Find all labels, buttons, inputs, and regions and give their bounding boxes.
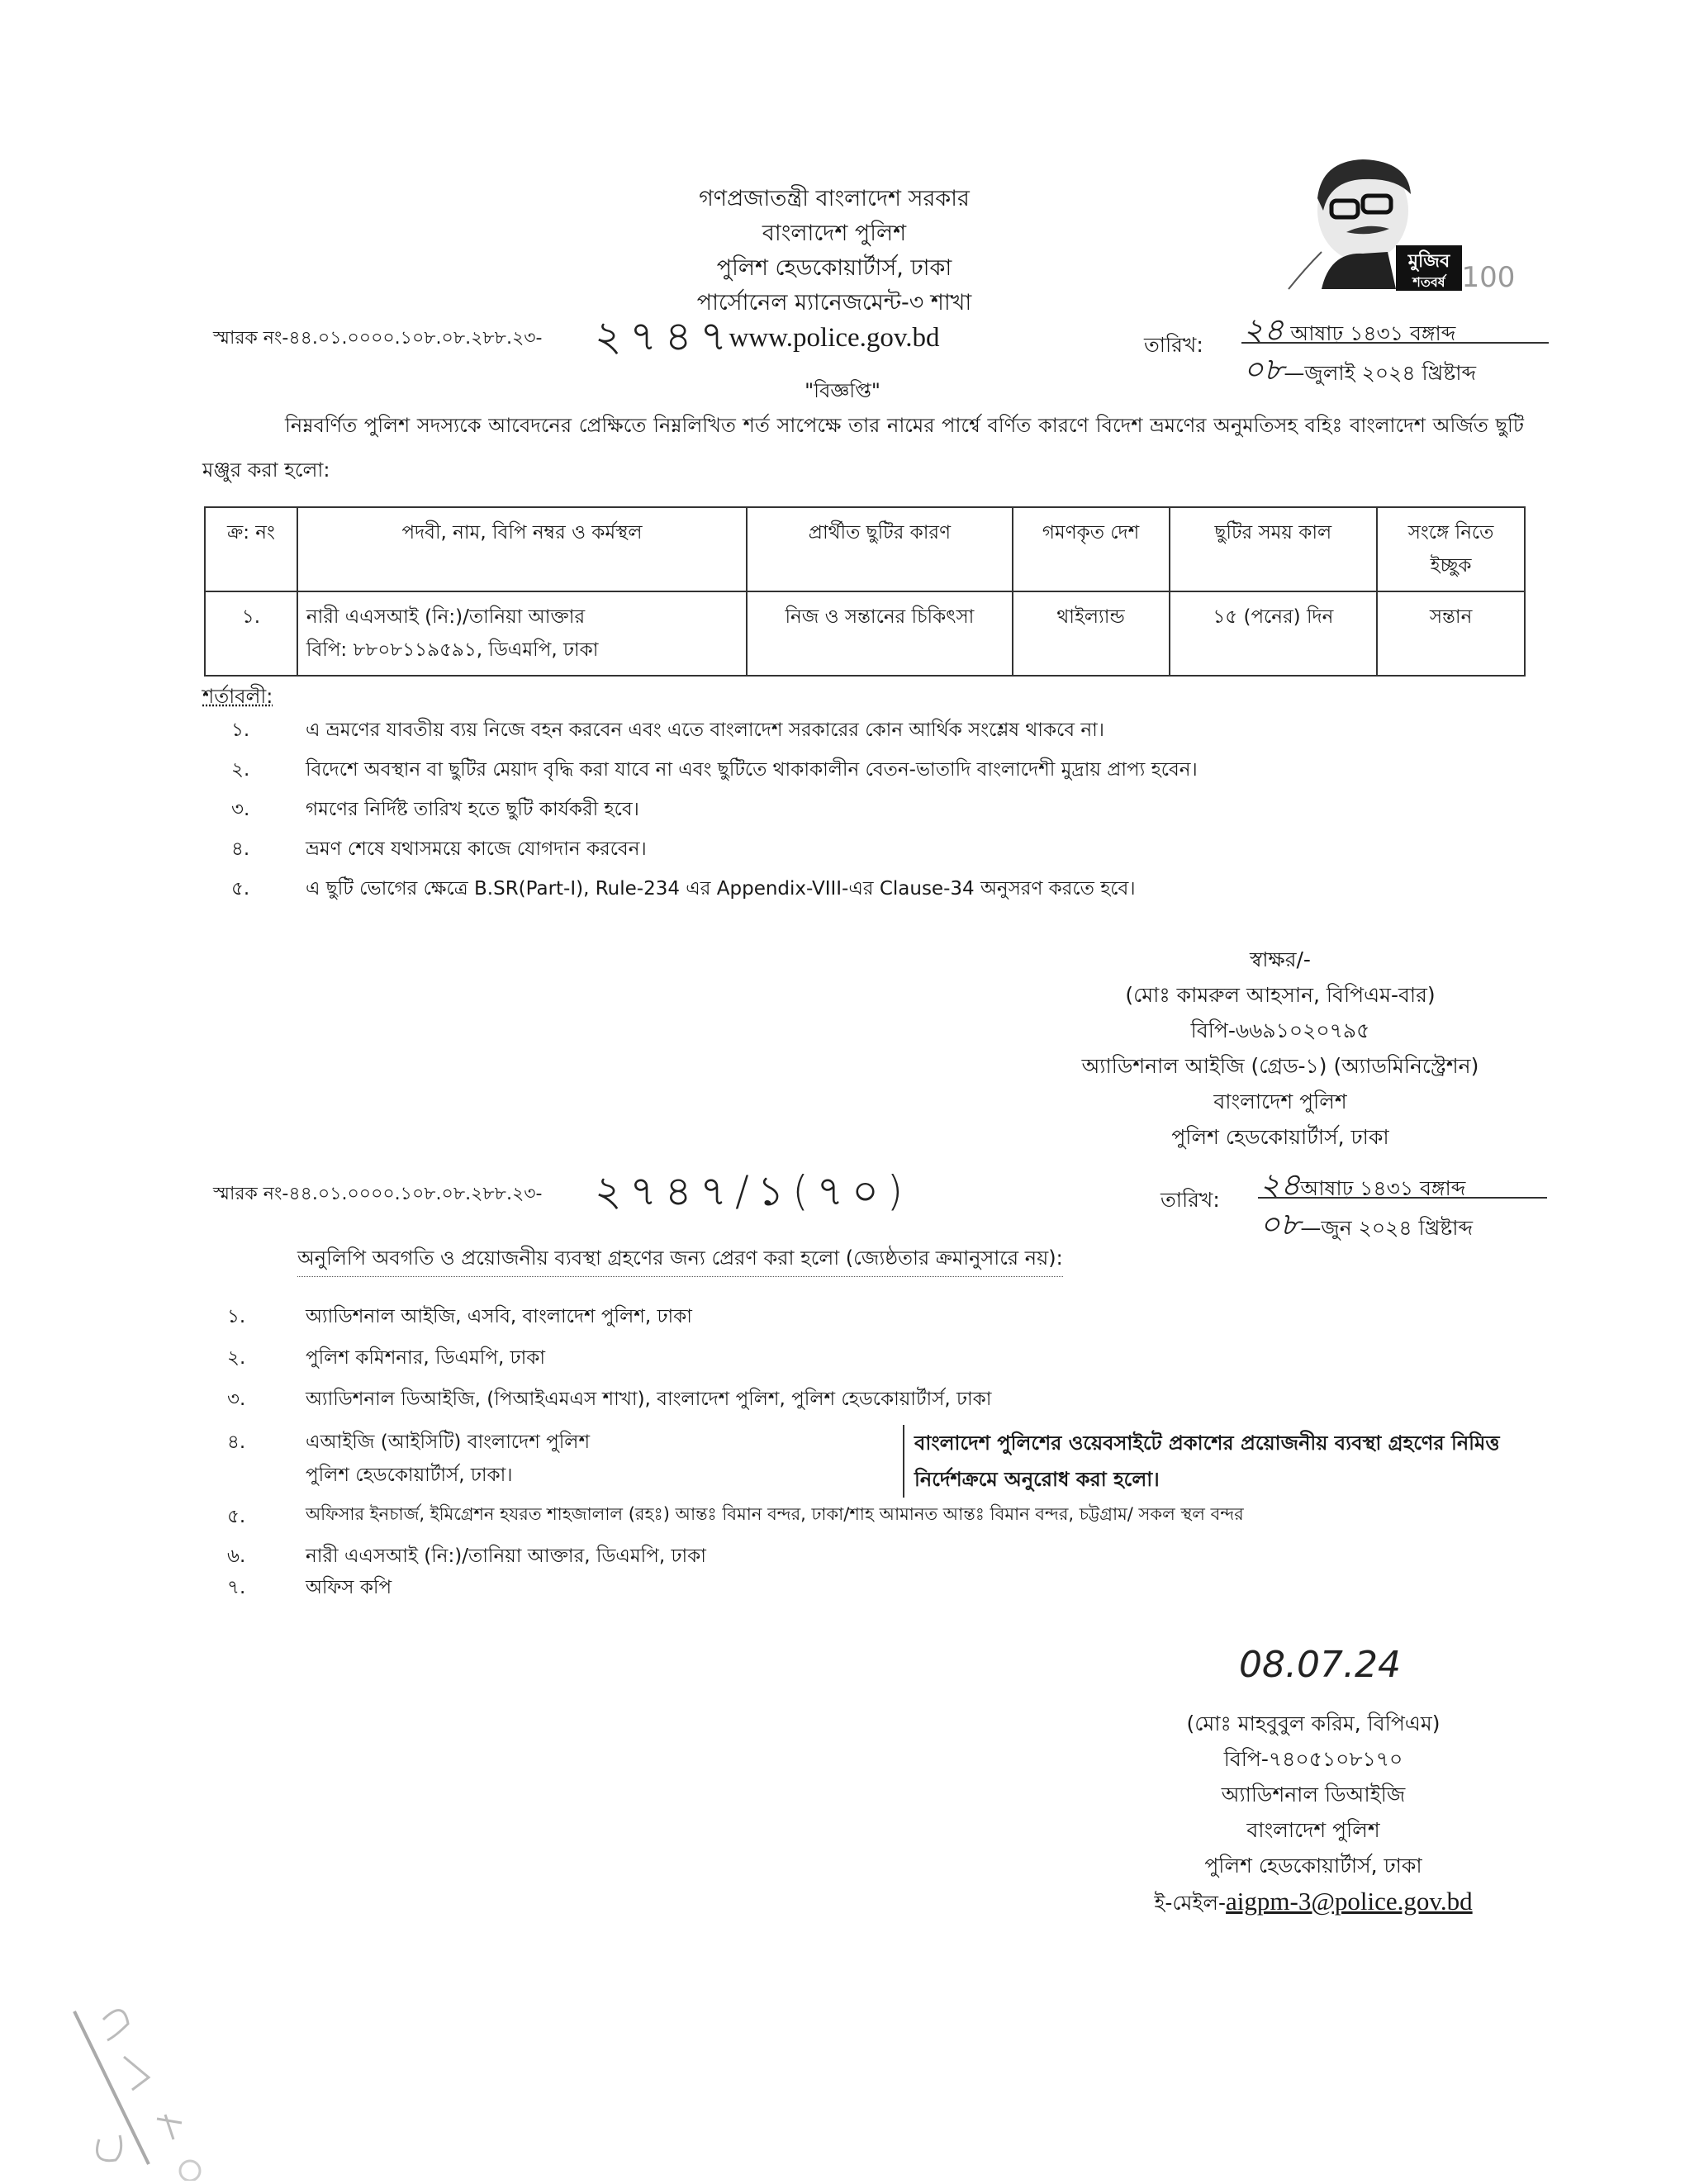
memo-handwritten-number-2: ২৭৪৭/১(৭০) xyxy=(595,1167,912,1215)
cell-serial: ১. xyxy=(205,591,297,676)
conditions-list: ১. এ ভ্রমণের যাবতীয় ব্যয় নিজে বহন করবেন এবং এতে বাংলাদেশ সরকারের কোন আর্থিক সংশ্লেষ থাকবে না। ২. বিদেশে অবস্থান বা ছুটির মেয়াদ বৃদ্ধি করা যাবে না এবং ছুটিতে থাকাকালীন বেতন-ভাতাদি বাংলাদেশী মুদ্রায় প্রাপ্য হবেন। ৩. গমণের নির্দিষ্ট তারিখ হতে ছুটি কার্যকরী হবে। ৪. ভ্রমণ শেষে যথাসময়ে কাজে যোগদান করবেন। ৫. এ ছুটি ভোগের ক্ষেত্রে B.SR(Part-I), Rule-234 এর Appendix-VIII-এর Clause-34 অনুসরণ করতে হবে। xyxy=(231,719,1198,900)
signature-block-2 xyxy=(1099,1706,1528,1920)
date-block-1: তারিখ: ২৪ আষাঢ় ১৪৩১ বঙ্গাব্দ ০৮—জুলাই ২০২৪ খ্রিষ্টাব্দ xyxy=(1144,306,1557,380)
logo-text-side: 100 xyxy=(1461,261,1516,293)
notice-title: "বিজ্ঞপ্তি" xyxy=(805,379,880,402)
date-divider xyxy=(1258,1197,1547,1199)
letterhead-line: বাংলাদেশ পুলিশ xyxy=(762,221,907,246)
cell-reason: নিজ ও সন্তানের চিকিৎসা xyxy=(747,591,1013,676)
handwritten-day-bangla: ২৪ xyxy=(1260,1166,1301,1203)
copy-intro: অনুলিপি অবগতি ও প্রয়োজনীয় ব্যবস্থা গ্রহণের জন্য প্রেরণ করা হলো (জ্যেষ্ঠতার ক্রমানুসারে নয়): xyxy=(297,1243,1063,1277)
signed-mark: স্বাক্ষর/- xyxy=(1250,947,1311,971)
signatory-org: বাংলাদেশ পুলিশ xyxy=(1246,1818,1380,1842)
signatory-org: বাংলাদেশ পুলিশ xyxy=(1213,1090,1347,1113)
date-label: তারিখ: xyxy=(1161,1188,1220,1212)
email-line xyxy=(1099,1883,1528,1920)
signatory-designation: অ্যাডিশনাল আইজি (গ্রেড-১) (অ্যাডমিনিস্ট্রেশন) xyxy=(1081,1054,1479,1078)
cell-duration: ১৫ (পনের) দিন xyxy=(1170,591,1378,676)
signatory-bp: বিপি-৭৪০৫১০৮১৭০ xyxy=(1223,1747,1403,1771)
notice-paragraph: নিম্নবর্ণিত পুলিশ সদস্যকে আবেদনের প্রেক্ষিতে নিম্নলিখিত শর্ত সাপেক্ষে তার নামের পার্শ্বে বর্ণিত কারণে বিদেশ ভ্রমণের অনুমতিসহ বহিঃ বাংলাদেশ অর্জিত ছুটি মঞ্জুর করা হলো: xyxy=(202,414,1524,482)
signatory-bp: বিপি-৬৬৯১০২০৭৯৫ xyxy=(1190,1018,1370,1042)
leave-table xyxy=(204,506,1526,677)
column-header: ছুটির সময় কাল xyxy=(1170,507,1378,591)
signatory-name: (মোঃ মাহবুবুল করিম, বিপিএম) xyxy=(1186,1712,1441,1735)
memo-number-1 xyxy=(213,324,543,354)
memo-number-2 xyxy=(213,1180,543,1210)
table-row xyxy=(205,591,1525,676)
letterhead-line: পুলিশ হেডকোয়ার্টার্স, ঢাকা xyxy=(716,255,952,281)
handwritten-corner-note-icon xyxy=(41,1999,240,2181)
date-bangla: আষাঢ় ১৪৩১ বঙ্গাব্দ xyxy=(1290,321,1456,345)
memo-label: স্মারক নং-৪৪.০১.০০০০.১০৮.০৮.২৮৮.২৩- xyxy=(213,328,543,349)
cell-person xyxy=(297,591,747,676)
copies-list: ১. অ্যাডিশনাল আইজি, এসবি, বাংলাদেশ পুলিশ, ঢাকা ২. পুলিশ কমিশনার, ডিএমপি, ঢাকা ৩. অ্যাডিশনাল ডিআইজি, (পিআইএমএস শাখা), বাংলাদেশ পুলিশ, পুলিশ হেডকোয়ার্টার্স, ঢাকা ৪. এআইজি (আইসিটি) বাংলাদেশ পুলিশ পুলিশ হেডকোয়ার্টার্স, ঢাকা। ৫. অফিসার ইনচার্জ, ইমিগ্রেশন হযরত শাহজালাল (রহঃ) আন্তঃ বিমান বন্দর, ঢাকা/শাহ আমানত আন্তঃ বিমান বন্দর, চট্টগ্রাম/ সকল স্থল বন্দর ৬. নারী এএসআই (নি:)/তানিয়া আক্তার, ডিএমপি, ঢাকা ৭. অফিস কপি xyxy=(227,1306,1244,1598)
column-header: সংঙ্গে নিতে ইচ্ছুক xyxy=(1377,507,1525,591)
column-header: পদবী, নাম, বিপি নম্বর ও কর্মস্থল xyxy=(297,507,747,591)
logo-text-top: মুজিব xyxy=(1407,251,1450,272)
mujib-borsho-logo-icon xyxy=(1272,153,1520,293)
column-header: গমণকৃত দেশ xyxy=(1013,507,1170,591)
signatory-designation: অ্যাডিশনাল ডিআইজি xyxy=(1221,1783,1406,1807)
handwritten-day-greg: ০৮ xyxy=(1260,1206,1301,1242)
signature-block-1 xyxy=(1041,942,1520,1155)
date-bangla: আষাঢ় ১৪৩১ বঙ্গাব্দ xyxy=(1300,1176,1466,1200)
date-block-2: তারিখ: ২৪আষাঢ় ১৪৩১ বঙ্গাব্দ ০৮—জুন ২০২৪ খ্রিষ্টাব্দ xyxy=(1161,1161,1557,1235)
letterhead-line: গণপ্রজাতন্ত্রী বাংলাদেশ সরকার xyxy=(699,186,970,211)
table-header-row xyxy=(205,507,1525,591)
person-line-2: বিপি: ৮৮০৮১১৯৫৯১, ডিএমপি, ঢাকা xyxy=(306,639,599,661)
signatory-office: পুলিশ হেডকোয়ার্টার্স, ঢাকা xyxy=(1204,1854,1422,1878)
handwritten-day-bangla: ২৪ xyxy=(1243,311,1284,348)
signatory-name: (মোঃ কামরুল আহসান, বিপিএম-বার) xyxy=(1125,983,1436,1007)
date-gregorian: জুন ২০২৪ খ্রিষ্টাব্দ xyxy=(1321,1216,1474,1240)
conditions-title: শর্তাবলী: xyxy=(202,685,273,708)
logo-text-bottom: শতবর্ষ xyxy=(1412,274,1445,290)
person-line-1: নারী এএসআই (নি:)/তানিয়া আক্তার xyxy=(306,606,586,628)
date-gregorian: জুলাই ২০২৪ খ্রিষ্টাব্দ xyxy=(1304,361,1477,385)
website-publish-note: বাংলাদেশ পুলিশের ওয়েবসাইটে প্রকাশের প্রয়োজনীয় ব্যবস্থা গ্রহণের নিমিত্ত নির্দেশক্রমে অনুরোধ করা হলো। xyxy=(903,1425,1542,1498)
signatory-office: পুলিশ হেডকোয়ার্টার্স, ঢাকা xyxy=(1171,1125,1389,1149)
email-label: ই-মেইল- xyxy=(1154,1891,1227,1915)
memo-handwritten-number-1: ২৭৪৭ xyxy=(595,312,735,360)
cell-country: থাইল্যান্ড xyxy=(1013,591,1170,676)
memo-label: স্মারক নং-৪৪.০১.০০০০.১০৮.০৮.২৮৮.২৩- xyxy=(213,1184,543,1204)
handwritten-initial-date: 08.07.24 xyxy=(1239,1644,1401,1686)
email-link[interactable]: aigpm-3@police.gov.bd xyxy=(1226,1887,1473,1916)
date-label: তারিখ: xyxy=(1144,333,1203,357)
column-header: প্রার্থীত ছুটির কারণ xyxy=(747,507,1013,591)
column-header: ক্র: নং xyxy=(205,507,297,591)
cell-companion: সন্তান xyxy=(1377,591,1525,676)
date-divider xyxy=(1241,342,1549,344)
website-link[interactable]: www.police.gov.bd xyxy=(729,323,940,353)
letterhead-line: পার্সোনেল ম্যানেজমেন্ট-৩ শাখা xyxy=(696,290,972,316)
handwritten-day-greg: ০৮ xyxy=(1243,351,1284,387)
